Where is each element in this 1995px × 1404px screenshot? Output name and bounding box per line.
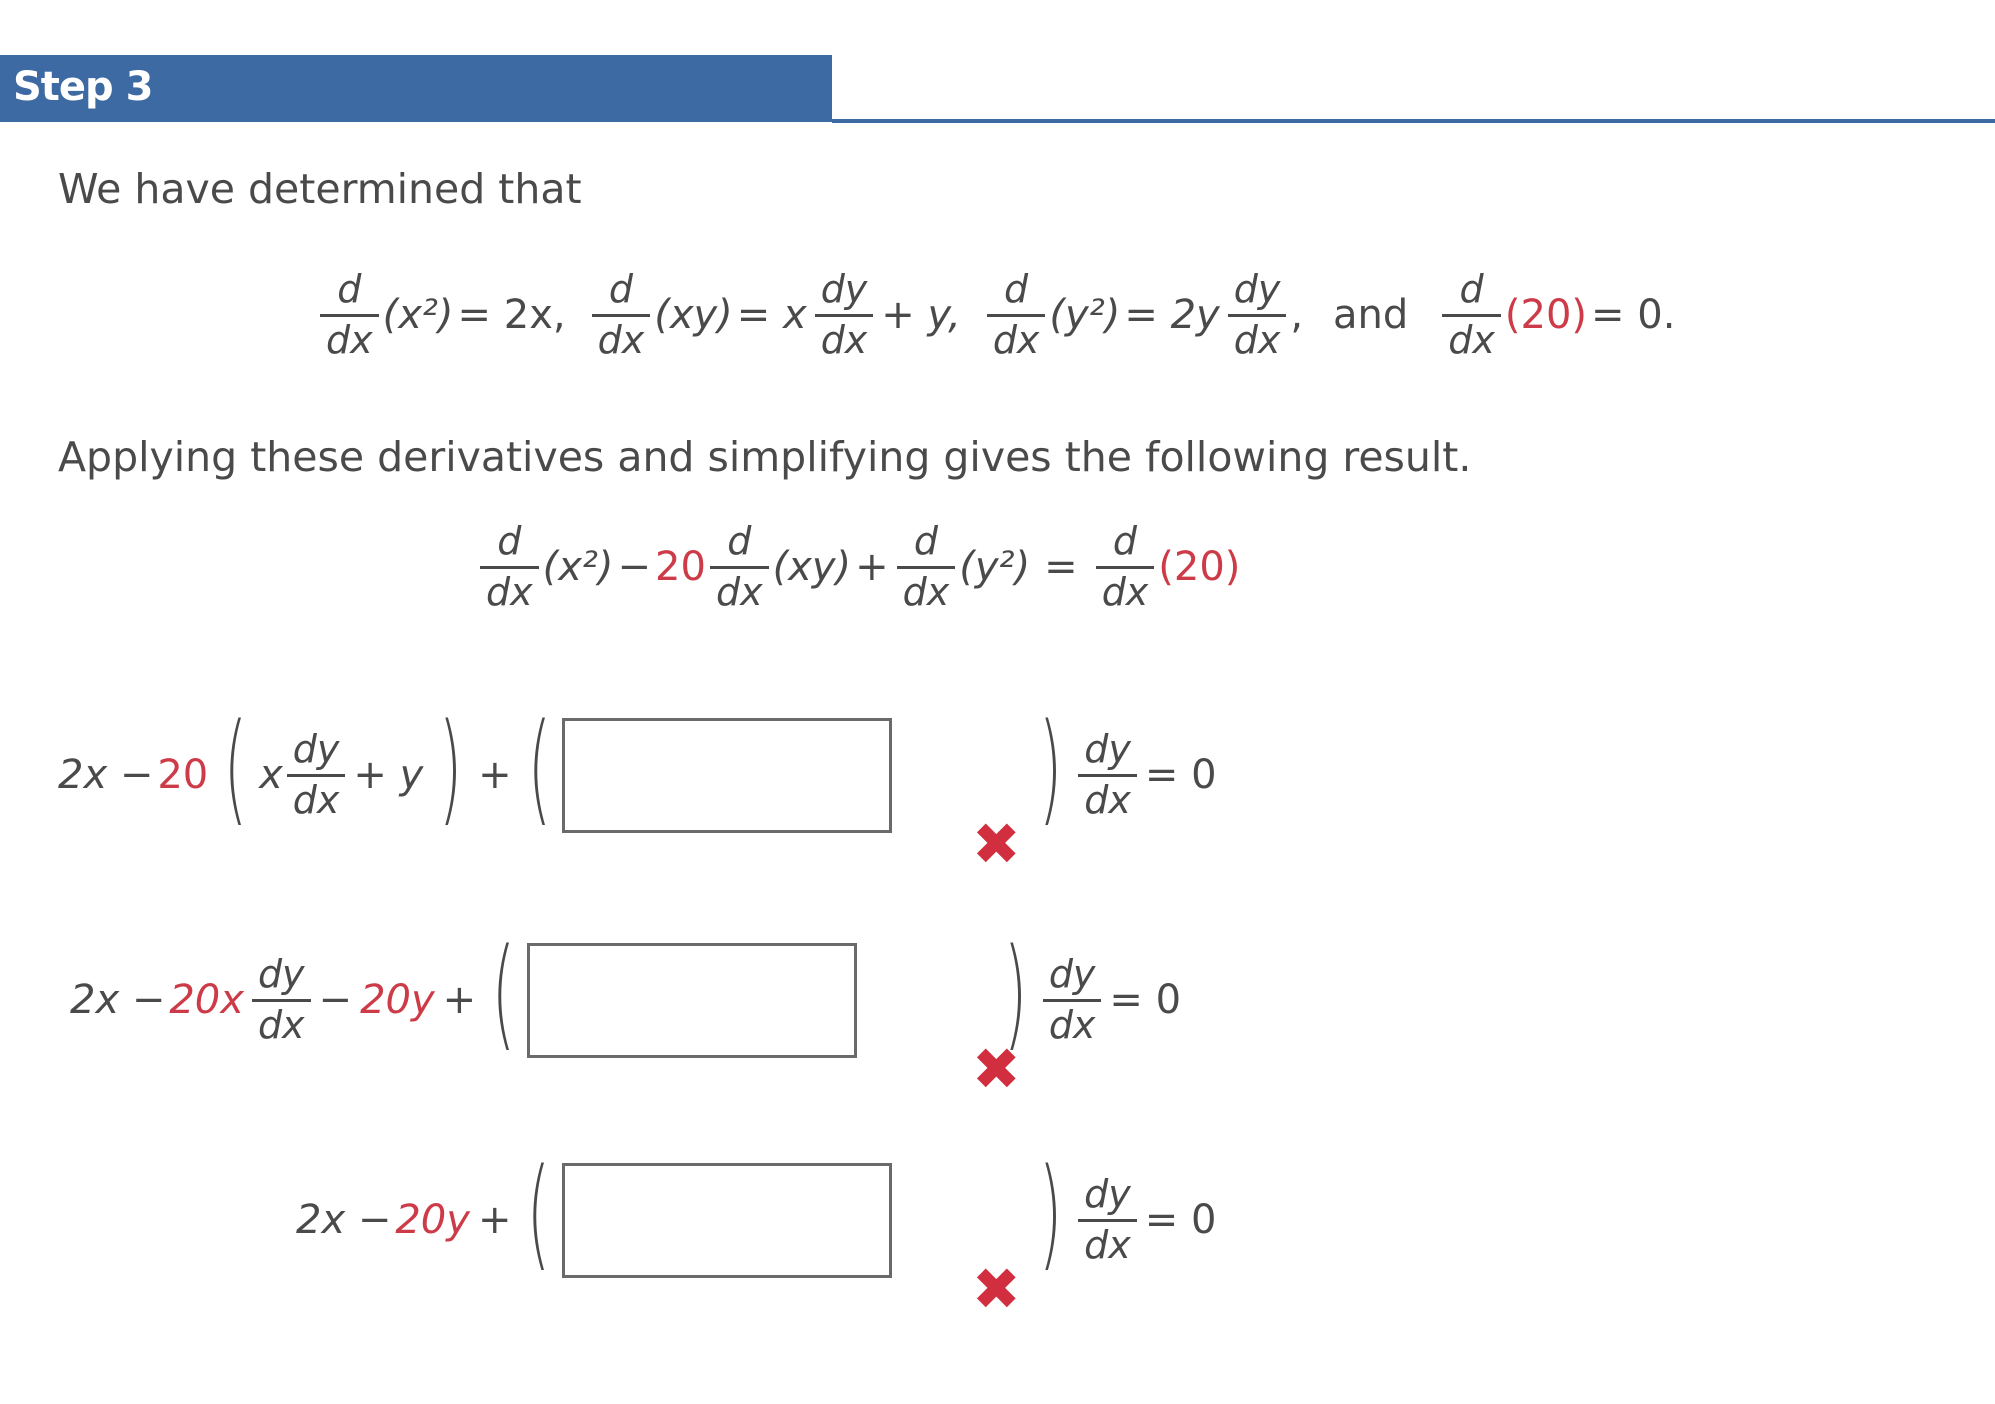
dy-dx-fraction: $\frac{dy}{dx}$: [1228, 270, 1287, 361]
dy-dx-fraction: $\frac{dy}{dx}$: [1043, 955, 1102, 1046]
plus-sign: +: [855, 544, 889, 591]
plus-y: + y,: [881, 292, 961, 339]
open-paren: (: [527, 699, 551, 838]
plus-sign: +: [477, 1197, 512, 1243]
row-prefix-2x: 2x −: [296, 1197, 392, 1243]
open-paren: (: [491, 924, 516, 1063]
x-squared: (x²): [382, 292, 454, 339]
answer-input-3[interactable]: [562, 1163, 892, 1278]
open-paren: (: [527, 1144, 551, 1283]
answer-input-1[interactable]: [562, 718, 892, 833]
plus-sign: +: [478, 752, 512, 798]
eq-2x: = 2x,: [457, 292, 566, 339]
dy-dx-fraction: $\frac{dy}{dx}$: [1078, 730, 1137, 821]
combined-equation: [476, 519, 1241, 614]
d-dx-fraction: $\frac{d}{dx}$: [592, 270, 651, 361]
d-dx-fraction: $\frac{d}{dx}$: [320, 270, 379, 361]
equals-zero: = 0: [1144, 752, 1217, 798]
close-paren: ): [438, 699, 463, 838]
step-header-bar: [0, 55, 832, 122]
row-coef-20x: 20x: [169, 977, 244, 1023]
plus-sign: +: [442, 977, 477, 1023]
close-paren: ): [1038, 1144, 1063, 1283]
comma: ,: [1290, 292, 1304, 339]
inner-x: x: [259, 752, 283, 798]
incorrect-x-icon: ✖: [972, 1255, 1021, 1323]
derivative-list: [316, 267, 1679, 362]
incorrect-x-icon: ✖: [972, 1035, 1021, 1103]
row-coef-20: 20: [157, 752, 209, 798]
row-prefix-2x: 2x −: [70, 977, 166, 1023]
row-prefix-2x: 2x −: [58, 752, 154, 798]
step-row-3: [296, 1144, 1220, 1283]
row-coef-20y: 20y: [395, 1197, 470, 1243]
d-dx-fraction: $\frac{d}{dx}$: [1442, 270, 1501, 361]
x-squared: (x²): [542, 544, 614, 591]
dy-dx-fraction: $\frac{dy}{dx}$: [287, 730, 346, 821]
close-paren: ): [1039, 699, 1063, 838]
equals-zero: = 0: [1144, 1197, 1217, 1243]
minus-sign: −: [617, 544, 652, 591]
y-squared: (y²): [959, 544, 1031, 591]
eq-zero: = 0.: [1591, 292, 1676, 339]
d-dx-fraction: $\frac{d}{dx}$: [1096, 522, 1155, 613]
dy-dx-fraction: $\frac{dy}{dx}$: [252, 955, 311, 1046]
eq-x: = x: [736, 292, 807, 339]
dy-dx-fraction: $\frac{dy}{dx}$: [1078, 1175, 1137, 1266]
d-dx-fraction: $\frac{d}{dx}$: [987, 270, 1046, 361]
open-paren: (: [223, 699, 248, 838]
minus-sign: −: [318, 977, 353, 1023]
inner-plus-y: + y: [353, 752, 424, 798]
twenty-term: (20): [1158, 544, 1241, 591]
d-dx-fraction: $\frac{d}{dx}$: [897, 522, 956, 613]
xy-term: (xy): [772, 544, 852, 591]
close-paren: ): [1003, 924, 1028, 1063]
header-divider: [832, 119, 1995, 123]
eq-2y: = 2y: [1124, 292, 1220, 339]
step-header-title: Step 3: [13, 64, 153, 110]
step-row-1: [58, 699, 1221, 838]
xy-term: (xy): [654, 292, 733, 339]
twenty-term: (20): [1504, 292, 1588, 339]
apply-text: Applying these derivatives and simplifying gives the following result.: [58, 433, 1472, 481]
dy-dx-fraction: $\frac{dy}{dx}$: [815, 270, 874, 361]
equals-zero: = 0: [1109, 977, 1182, 1023]
equals-sign: =: [1044, 544, 1078, 591]
and-word: and: [1333, 292, 1409, 339]
d-dx-fraction: $\frac{d}{dx}$: [480, 522, 539, 613]
d-dx-fraction: $\frac{d}{dx}$: [710, 522, 769, 613]
intro-text: We have determined that: [58, 165, 582, 213]
y-squared: (y²): [1049, 292, 1121, 339]
incorrect-x-icon: ✖: [972, 810, 1021, 878]
answer-input-2[interactable]: [527, 943, 857, 1058]
coef-20: 20: [655, 544, 706, 591]
row-coef-20y: 20y: [360, 977, 435, 1023]
